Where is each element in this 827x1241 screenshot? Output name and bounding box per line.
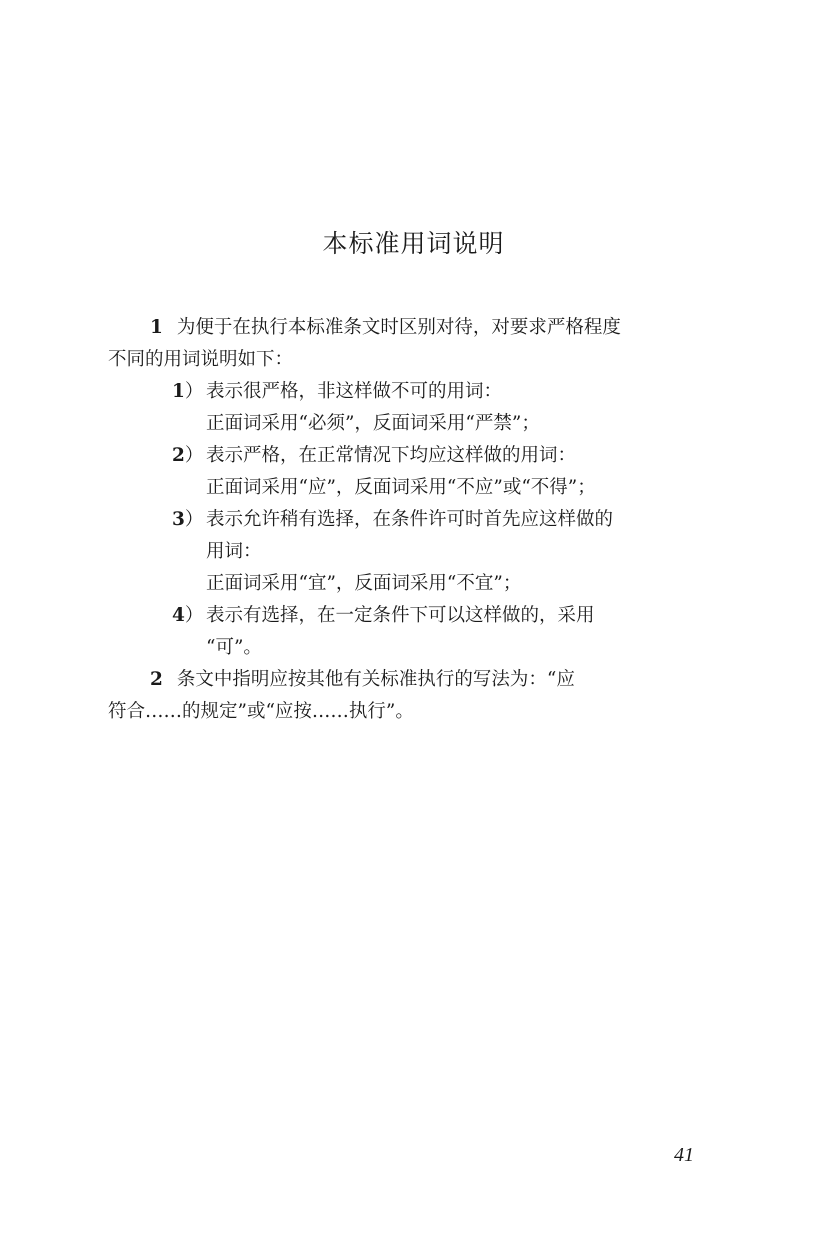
- list-item-3-desc-line2: 用词：: [206, 541, 262, 562]
- list-item-4-paren: ）: [184, 605, 204, 626]
- list-item-2-usage-line: [108, 472, 718, 504]
- page-number: 41: [674, 1144, 694, 1166]
- section-1-text-line2: 不同的用词说明如下：: [108, 349, 294, 370]
- section-1-line-2: [108, 344, 718, 376]
- list-item-3-number: [172, 504, 203, 536]
- list-item-2-digit: 2: [172, 445, 185, 466]
- list-item-1-paren: ）: [184, 381, 204, 402]
- list-item-4-desc-line1: 表示有选择，在一定条件下可以这样做的，采用: [206, 605, 595, 626]
- list-item-3-desc-line2-wrap: [108, 536, 718, 568]
- section-1-line-1: [108, 312, 718, 344]
- list-item-3-usage-line: [108, 568, 718, 600]
- list-item-1-usage: 正面词采用“必须”，反面词采用“严禁”；: [206, 413, 540, 434]
- list-item-4-desc-line2: “可”。: [206, 637, 262, 658]
- list-item-4-digit: 4: [172, 605, 185, 626]
- list-item-2-number: [172, 440, 203, 472]
- list-item-2-usage: 正面词采用“应”，反面词采用“不应”或“不得”；: [206, 477, 596, 498]
- list-item-2-paren: ）: [184, 445, 204, 466]
- list-item-3-paren: ）: [184, 509, 204, 530]
- list-item-2-desc: 表示严格，在正常情况下均应这样做的用词：: [206, 445, 577, 466]
- section-2-line-2: [108, 696, 718, 728]
- section-1-text-line1: 为便于在执行本标准条文时区别对待，对要求严格程度: [176, 317, 621, 338]
- list-item-1-usage-line: [108, 408, 718, 440]
- list-item-4-number: [172, 600, 203, 632]
- list-item-1-digit: 1: [172, 381, 185, 402]
- list-item-1-number: [172, 376, 203, 408]
- list-item-1: [108, 376, 718, 408]
- section-2-text-line1: 条文中指明应按其他有关标准执行的写法为：“应: [176, 669, 575, 690]
- section-2-number: 2: [150, 669, 163, 690]
- section-1-number: 1: [150, 317, 163, 338]
- document-body: [108, 312, 718, 728]
- list-item-3-usage: 正面词采用“宜”，反面词采用“不宜”；: [206, 573, 522, 594]
- section-2-line-1: [108, 664, 718, 696]
- list-item-3-desc-line1: 表示允许稍有选择，在条件许可时首先应这样做的: [206, 509, 614, 530]
- list-item-4: [108, 600, 718, 632]
- list-item-3-digit: 3: [172, 509, 185, 530]
- section-2-text-line2: 符合……的规定”或“应按……执行”。: [108, 701, 414, 722]
- list-item-1-desc: 表示很严格，非这样做不可的用词：: [206, 381, 503, 402]
- list-item-2: [108, 440, 718, 472]
- page-title: 本标准用词说明: [322, 229, 505, 258]
- list-item-3: [108, 504, 718, 536]
- list-item-4-desc-line2-wrap: [108, 632, 718, 664]
